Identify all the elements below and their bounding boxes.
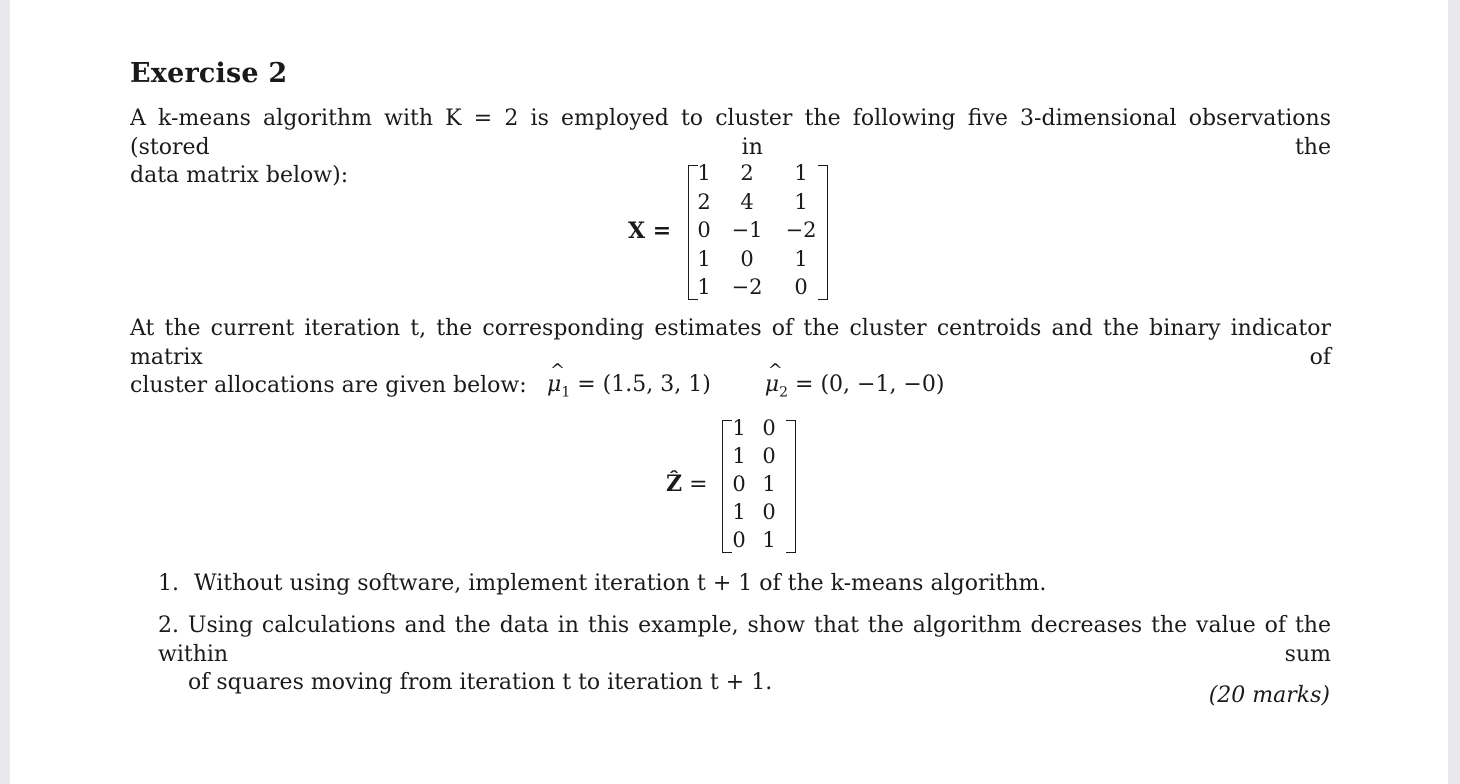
x-matrix-cell-1-2: 1	[794, 189, 808, 214]
x-matrix-cell-4-2: 0	[794, 275, 808, 299]
exercise-title: Exercise 2	[130, 58, 288, 89]
z-matrix-cell-0-0: 1	[732, 416, 746, 440]
z-matrix-cell-3-1: 0	[762, 500, 776, 524]
x-matrix	[692, 161, 824, 304]
x-matrix-cell-3-0: 1	[697, 246, 711, 271]
z-matrix-cell-3-0: 1	[732, 500, 746, 524]
mu2-value: = (0, −1, −0)	[795, 372, 945, 397]
z-matrix-cell-2-1: 1	[762, 472, 776, 496]
intro-line-2: data matrix below):	[130, 163, 349, 188]
z-matrix-cell-1-0: 1	[732, 444, 746, 468]
mu2-symbol: ^ $\mu_2$	[765, 372, 788, 400]
z-matrix-cell-1-1: 0	[762, 444, 776, 468]
x-matrix-cell-0-0: 1	[697, 161, 711, 185]
x-matrix-cell-1-1: 4	[740, 189, 754, 214]
x-matrix-cell-1-0: 2	[697, 189, 711, 214]
z-matrix-cell-0-1: 0	[762, 416, 776, 440]
x-matrix-cell-2-1: −1	[731, 218, 763, 242]
document-page	[10, 0, 1448, 784]
question-2: 2. Using calculations and the data in this example, show that the algorithm decreases the value of the within sum of squares moving from iteration t to iteration t + 1.	[158, 613, 1331, 695]
x-matrix-cell-0-2: 1	[794, 161, 808, 185]
z-matrix	[726, 416, 788, 556]
centroid-estimates	[547, 372, 944, 400]
x-matrix-cell-2-0: 0	[697, 218, 711, 242]
mu1-value: = (1.5, 3, 1)	[577, 372, 711, 397]
x-matrix-cell-4-1: −2	[731, 275, 763, 299]
intro-line-1: A k-means algorithm with K = 2 is employed to cluster the following five 3-dimensional observations (stored in the	[130, 106, 1331, 160]
mu1-symbol: ^ $\mu_1$	[547, 372, 570, 400]
z-matrix-cell-4-1: 1	[762, 528, 776, 552]
marks-label: (20 marks)	[1208, 683, 1330, 708]
z-matrix-cell-2-0: 0	[732, 472, 746, 496]
x-matrix-cell-3-2: 1	[794, 246, 808, 271]
x-matrix-cell-4-0: 1	[697, 275, 711, 299]
question-1: 1. Without using software, implement iteration t + 1 of the k-means algorithm.	[158, 571, 1047, 596]
z-matrix-cell-4-0: 0	[732, 528, 746, 552]
iteration-line-2: cluster allocations are given below:	[130, 373, 527, 398]
x-matrix-cell-3-1: 0	[740, 246, 754, 271]
z-matrix-label: Ẑ =	[666, 471, 708, 497]
iteration-line-1: At the current iteration t, the corresponding estimates of the cluster centroids and the binary indicator matrix of	[130, 316, 1331, 370]
x-matrix-cell-0-1: 2	[740, 161, 754, 185]
x-matrix-label: X =	[628, 218, 672, 244]
x-matrix-cell-2-2: −2	[785, 218, 817, 242]
